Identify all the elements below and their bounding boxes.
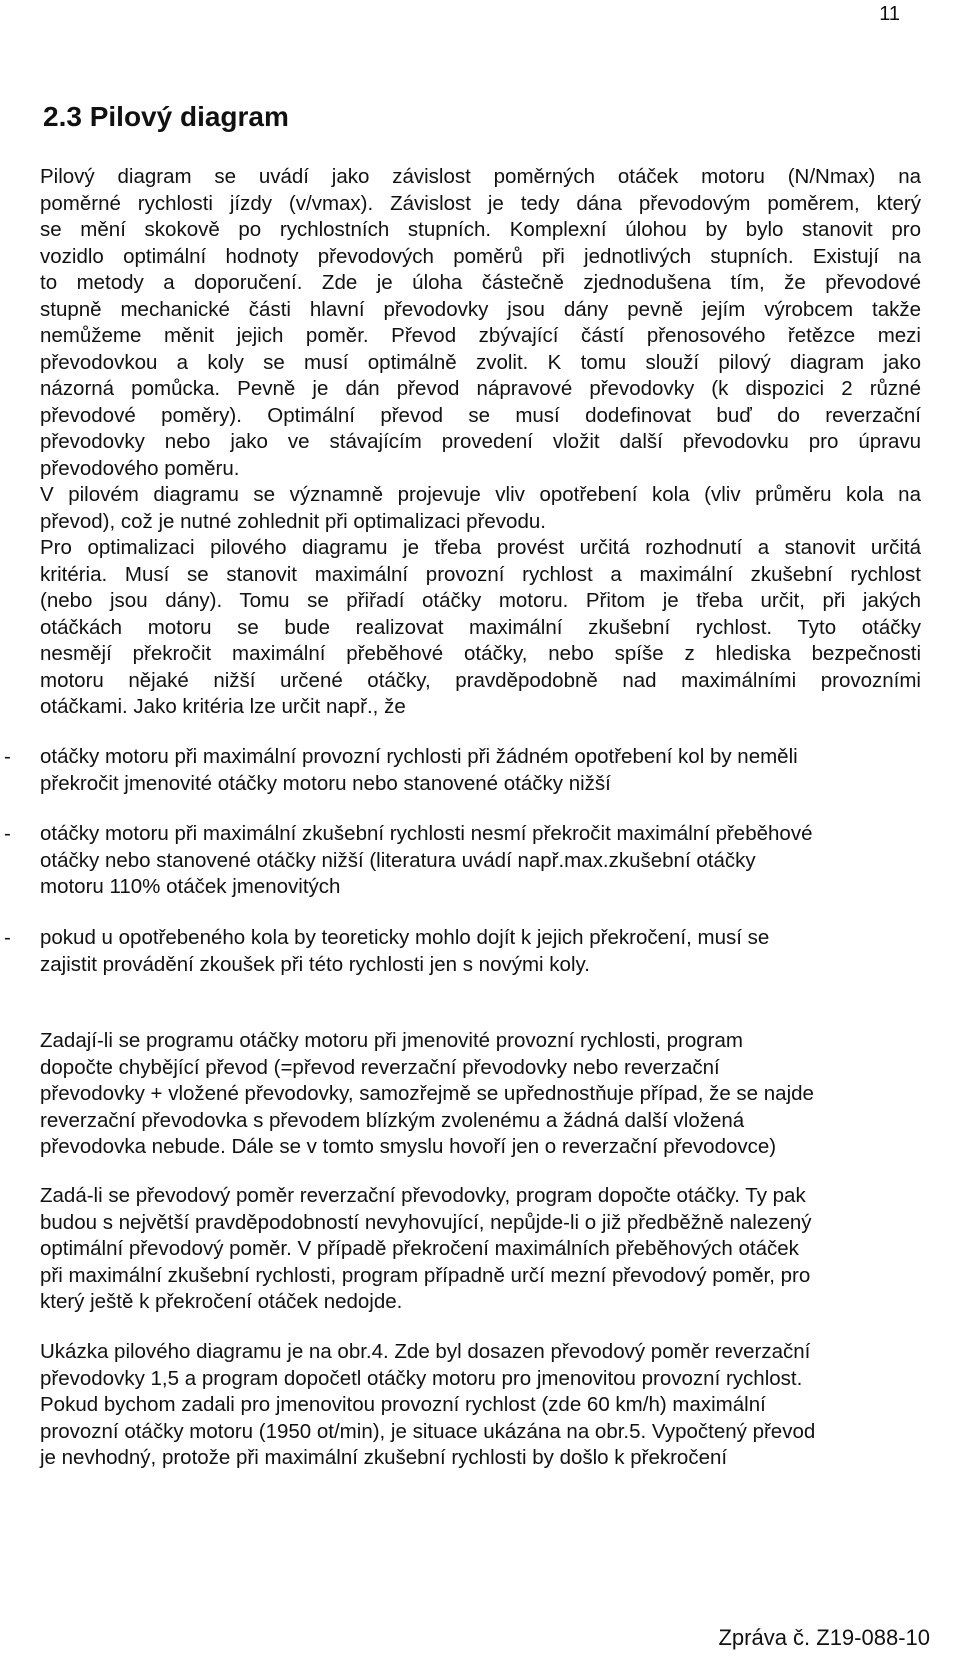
text-line: (nebo jsou dány). Tomu se přiřadí otáčky motoru. Přitom je třeba určit, při jakých	[40, 589, 921, 612]
text-line: názorná pomůcka. Pevně je dán převod nápravové převodovky (k dispozici 2 různé	[40, 377, 921, 400]
text-line: V pilovém diagramu se významně projevuje vliv opotřebení kola (vliv průměru kola na	[40, 483, 921, 506]
text-line: převodovka nebude. Dále se v tomto smyslu hovoří jen o reverzační převodovce)	[40, 1135, 777, 1158]
list-dash: -	[4, 822, 11, 845]
page-number: 11	[879, 3, 900, 25]
list-dash: -	[4, 926, 11, 949]
text-line: převodovky + vložené převodovky, samozřejmě se upřednostňuje případ, že se najde	[40, 1082, 814, 1105]
text-line: při maximální zkušební rychlosti, program případně určí mezní převodový poměr, pro	[40, 1263, 811, 1287]
paragraph-intro	[40, 164, 921, 482]
text-line: převodovkou a koly se musí optimálně zvolit. K tomu slouží pilový diagram jako	[40, 350, 921, 374]
text-line: se mění skokově po rychlostních stupních. Komplexní úlohou by bylo stanovit pro	[40, 218, 921, 241]
text-line: zajistit provádění zkoušek při této rychlosti jen s novými koly.	[40, 952, 590, 976]
text-line: je nevhodný, protože při maximální zkušební rychlosti by došlo k překročení	[40, 1446, 728, 1469]
text-line: budou s největší pravděpodobností nevyhovující, nepůjde-li o již předběžně nalezený	[40, 1210, 812, 1234]
text-line: pokud u opotřebeného kola by teoreticky mohlo dojít k jejich překročení, musí se	[40, 926, 770, 949]
text-line: Ukázka pilového diagramu je na obr.4. Zde byl dosazen převodový poměr reverzační	[40, 1340, 811, 1363]
text-line: poměrné rychlosti jízdy (v/vmax). Závislost je tedy dána převodovým poměrem, který	[40, 191, 921, 215]
text-line: provozní otáčky motoru (1950 ot/min), je situace ukázána na obr.5. Vypočtený převod	[40, 1419, 816, 1443]
text-line: motoru 110% otáček jmenovitých	[40, 875, 341, 898]
text-line: reverzační převodovka s převodem blízkým zvolenému a žádná další vložená	[40, 1108, 745, 1132]
paragraph-example	[40, 1339, 921, 1472]
text-line: nesmějí překročit maximální přeběhové otáčky, nebo spíše z hlediska bezpečnosti	[40, 642, 921, 665]
text-line: otáčky motoru při maximální provozní rychlosti při žádném opotřebení kol by neměli	[40, 745, 798, 768]
list-dash: -	[4, 745, 11, 768]
text-line: Zadá-li se převodový poměr reverzační převodovky, program dopočte otáčky. Ty pak	[40, 1184, 806, 1207]
text-line: který ještě k překročení otáček nedojde.	[40, 1290, 403, 1313]
section-heading: 2.3 Pilový diagram	[43, 101, 289, 132]
text-line: vozidlo optimální hodnoty převodových poměrů při jednotlivých stupních. Existují na	[40, 244, 921, 268]
text-line: kritéria. Musí se stanovit maximální provozní rychlost a maximální zkušební rychlost	[40, 562, 921, 586]
paragraph-wear	[40, 482, 921, 535]
text-line: Pilový diagram se uvádí jako závislost poměrných otáček motoru (N/Nmax) na	[40, 165, 921, 188]
text-line: Pro optimalizaci pilového diagramu je třeba provést určitá rozhodnutí a stanovit určitá	[40, 536, 921, 559]
paragraph-optimization	[40, 535, 921, 721]
text-line: optimální převodový poměr. V případě překročení maximálních přeběhových otáček	[40, 1237, 799, 1260]
text-line: otáčkami. Jako kritéria lze určit např., že	[40, 695, 406, 718]
text-line: převodové poměry). Optimální převod se musí dodefinovat buď do reverzační	[40, 403, 921, 427]
text-line: nemůžeme měnit jejich poměr. Převod zbývající částí přenosového řetězce mezi	[40, 324, 921, 347]
text-line: otáčkách motoru se bude realizovat maximální zkušební rychlost. Tyto otáčky	[40, 615, 921, 639]
text-line: dopočte chybějící převod (=převod reverzační převodovky nebo reverzační	[40, 1055, 720, 1079]
paragraph-program-speed	[40, 1028, 921, 1161]
text-line: otáčky motoru při maximální zkušební rychlosti nesmí překročit maximální přeběhové	[40, 822, 813, 845]
text-line: převodovky 1,5 a program dopočetl otáčky motoru pro jmenovitou provozní rychlost.	[40, 1366, 803, 1390]
text-line: to metody a doporučení. Zde je úloha částečně zjednodušena tím, že převodové	[40, 271, 921, 294]
text-line: Pokud bychom zadali pro jmenovitou provozní rychlost (zde 60 km/h) maximální	[40, 1393, 766, 1416]
report-footer: Zpráva č. Z19-088-10	[718, 1625, 930, 1650]
text-line: překročit jmenovité otáčky motoru nebo stanovené otáčky nižší	[40, 771, 611, 795]
paragraph-program-ratio	[40, 1183, 921, 1316]
text-line: otáčky nebo stanovené otáčky nižší (literatura uvádí např.max.zkušební otáčky	[40, 848, 756, 872]
text-line: převodovky nebo jako ve stávajícím provedení vložit další převodovku pro úpravu	[40, 430, 921, 453]
text-line: převod), což je nutné zohlednit při optimalizaci převodu.	[40, 509, 546, 533]
text-line: motoru nějaké nižší určené otáčky, pravděpodobně nad maximálními provozními	[40, 668, 921, 692]
text-line: stupně mechanické části hlavní převodovky jsou dány pevně jejím výrobcem takže	[40, 297, 921, 321]
text-line: převodového poměru.	[40, 456, 240, 480]
text-line: Zadají-li se programu otáčky motoru při jmenovité provozní rychlosti, program	[40, 1029, 743, 1052]
